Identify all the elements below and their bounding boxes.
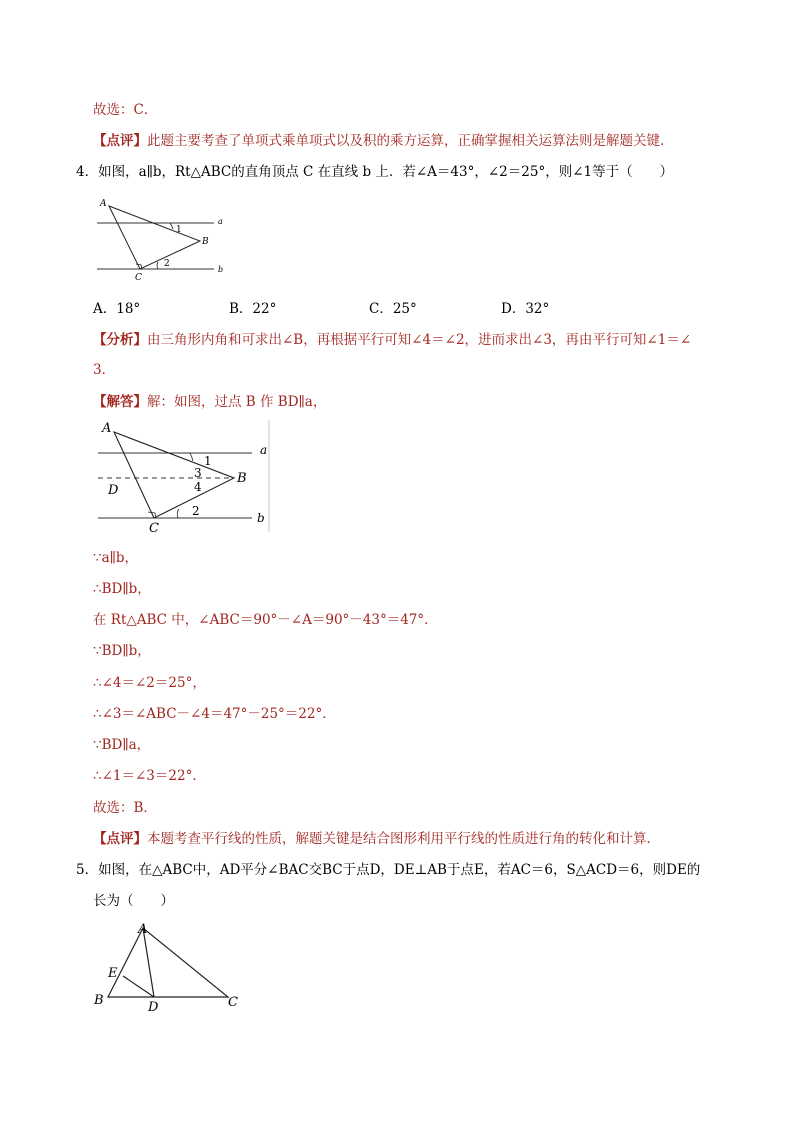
q4-analysis	[93, 331, 691, 349]
angle1-arc	[190, 453, 193, 461]
fig2-label-A: A	[102, 421, 112, 436]
q4-option-d: D．32°	[501, 301, 550, 317]
q4-figure-1	[92, 193, 232, 285]
q4-comment	[93, 830, 660, 848]
fig1-label-2: 2	[164, 259, 170, 269]
fig1-label-a: a	[218, 217, 223, 226]
q3-comment	[93, 132, 674, 150]
segment-ad	[143, 928, 154, 997]
fig-label-B: B	[94, 993, 104, 1008]
q4-figure-2	[92, 418, 274, 536]
fig2-label-D: D	[108, 483, 119, 498]
q3-comment-tag: 【点评】	[93, 133, 147, 149]
q4-comment-tag: 【点评】	[93, 831, 147, 847]
fig2-label-2: 2	[192, 504, 200, 518]
fig2-label-C: C	[149, 521, 159, 536]
q4-analysis-text: 由三角形内角和可求出∠B，再根据平行可知∠4＝∠2，进而求出∠3，再由平行可知∠1＝∠	[147, 332, 692, 348]
fig2-label-b: b	[257, 511, 265, 525]
fig-label-E: E	[108, 966, 118, 981]
fig1-label-C: C	[135, 273, 142, 283]
fig2-label-3: 3	[194, 466, 202, 480]
q4-solution	[93, 393, 326, 411]
triangle-abc	[114, 432, 234, 518]
q5-figure	[90, 918, 250, 1014]
q4-step-5: ∴∠4＝∠2＝25°，	[93, 675, 206, 691]
q4-stem: 4．如图，a∥b，Rt△ABC的直角顶点 C 在直线 b 上．若∠A＝43°，∠2＝25°，则∠1等于（ ）	[76, 164, 674, 180]
fig-label-C: C	[228, 995, 238, 1010]
triangle-abc	[109, 206, 200, 269]
q3-comment-text: 此题主要考查了单项式乘单项式以及积的乘方运算，正确掌握相关运算法则是解题关键．	[147, 133, 674, 149]
q4-comment-text: 本题考查平行线的性质，解题关键是结合图形利用平行线的性质进行角的转化和计算．	[147, 831, 660, 847]
fig1-label-1: 1	[176, 225, 182, 235]
angle2-arc	[177, 509, 179, 518]
fig1-label-A: A	[100, 199, 107, 209]
fig2-label-1: 1	[204, 454, 212, 468]
q4-option-a: A．18°	[93, 301, 141, 317]
fig-label-A: A	[138, 922, 148, 937]
q4-option-b: B．22°	[229, 301, 277, 317]
q4-step-8: ∴∠1＝∠3＝22°．	[93, 768, 206, 784]
angle2-arc	[157, 262, 158, 269]
fig2-label-B: B	[237, 471, 247, 486]
q4-step-4: ∵BD∥b，	[93, 643, 151, 659]
fig2-label-4: 4	[194, 480, 202, 494]
q4-option-c: C．25°	[369, 301, 417, 317]
q4-analysis-tag: 【分析】	[93, 332, 147, 348]
q4-analysis-cont: 3．	[93, 362, 116, 378]
fig1-label-b: b	[218, 265, 224, 274]
q4-step-7: ∵BD∥a，	[93, 737, 151, 753]
q4-step-3: 在 Rt△ABC 中，∠ABC＝90°－∠A＝90°－43°＝47°．	[93, 612, 438, 628]
segment-de	[123, 976, 154, 997]
fig1-label-B: B	[202, 237, 209, 247]
q5-stem-cont: 长为（ ）	[93, 893, 174, 909]
q3-answer: 故选：C．	[93, 102, 158, 118]
fig2-label-a: a	[260, 443, 268, 457]
triangle-abc	[108, 928, 228, 997]
q4-step-2: ∴BD∥b，	[93, 581, 151, 597]
q5-stem: 5．如图，在△ABC中，AD平分∠BAC交BC于点D，DE⊥AB于点E，若AC＝6，S△ACD＝6，则DE的	[76, 862, 701, 878]
angle1-arc	[170, 223, 173, 229]
q4-answer: 故选：B．	[93, 800, 157, 816]
q4-step-1: ∵a∥b，	[93, 550, 139, 566]
fig-label-D: D	[148, 1000, 159, 1014]
q4-step-6: ∴∠3＝∠ABC－∠4＝47°－25°＝22°．	[93, 706, 336, 722]
q4-solution-tag: 【解答】	[93, 394, 147, 410]
q4-solution-intro: 解：如图，过点 B 作 BD∥a，	[147, 394, 327, 410]
